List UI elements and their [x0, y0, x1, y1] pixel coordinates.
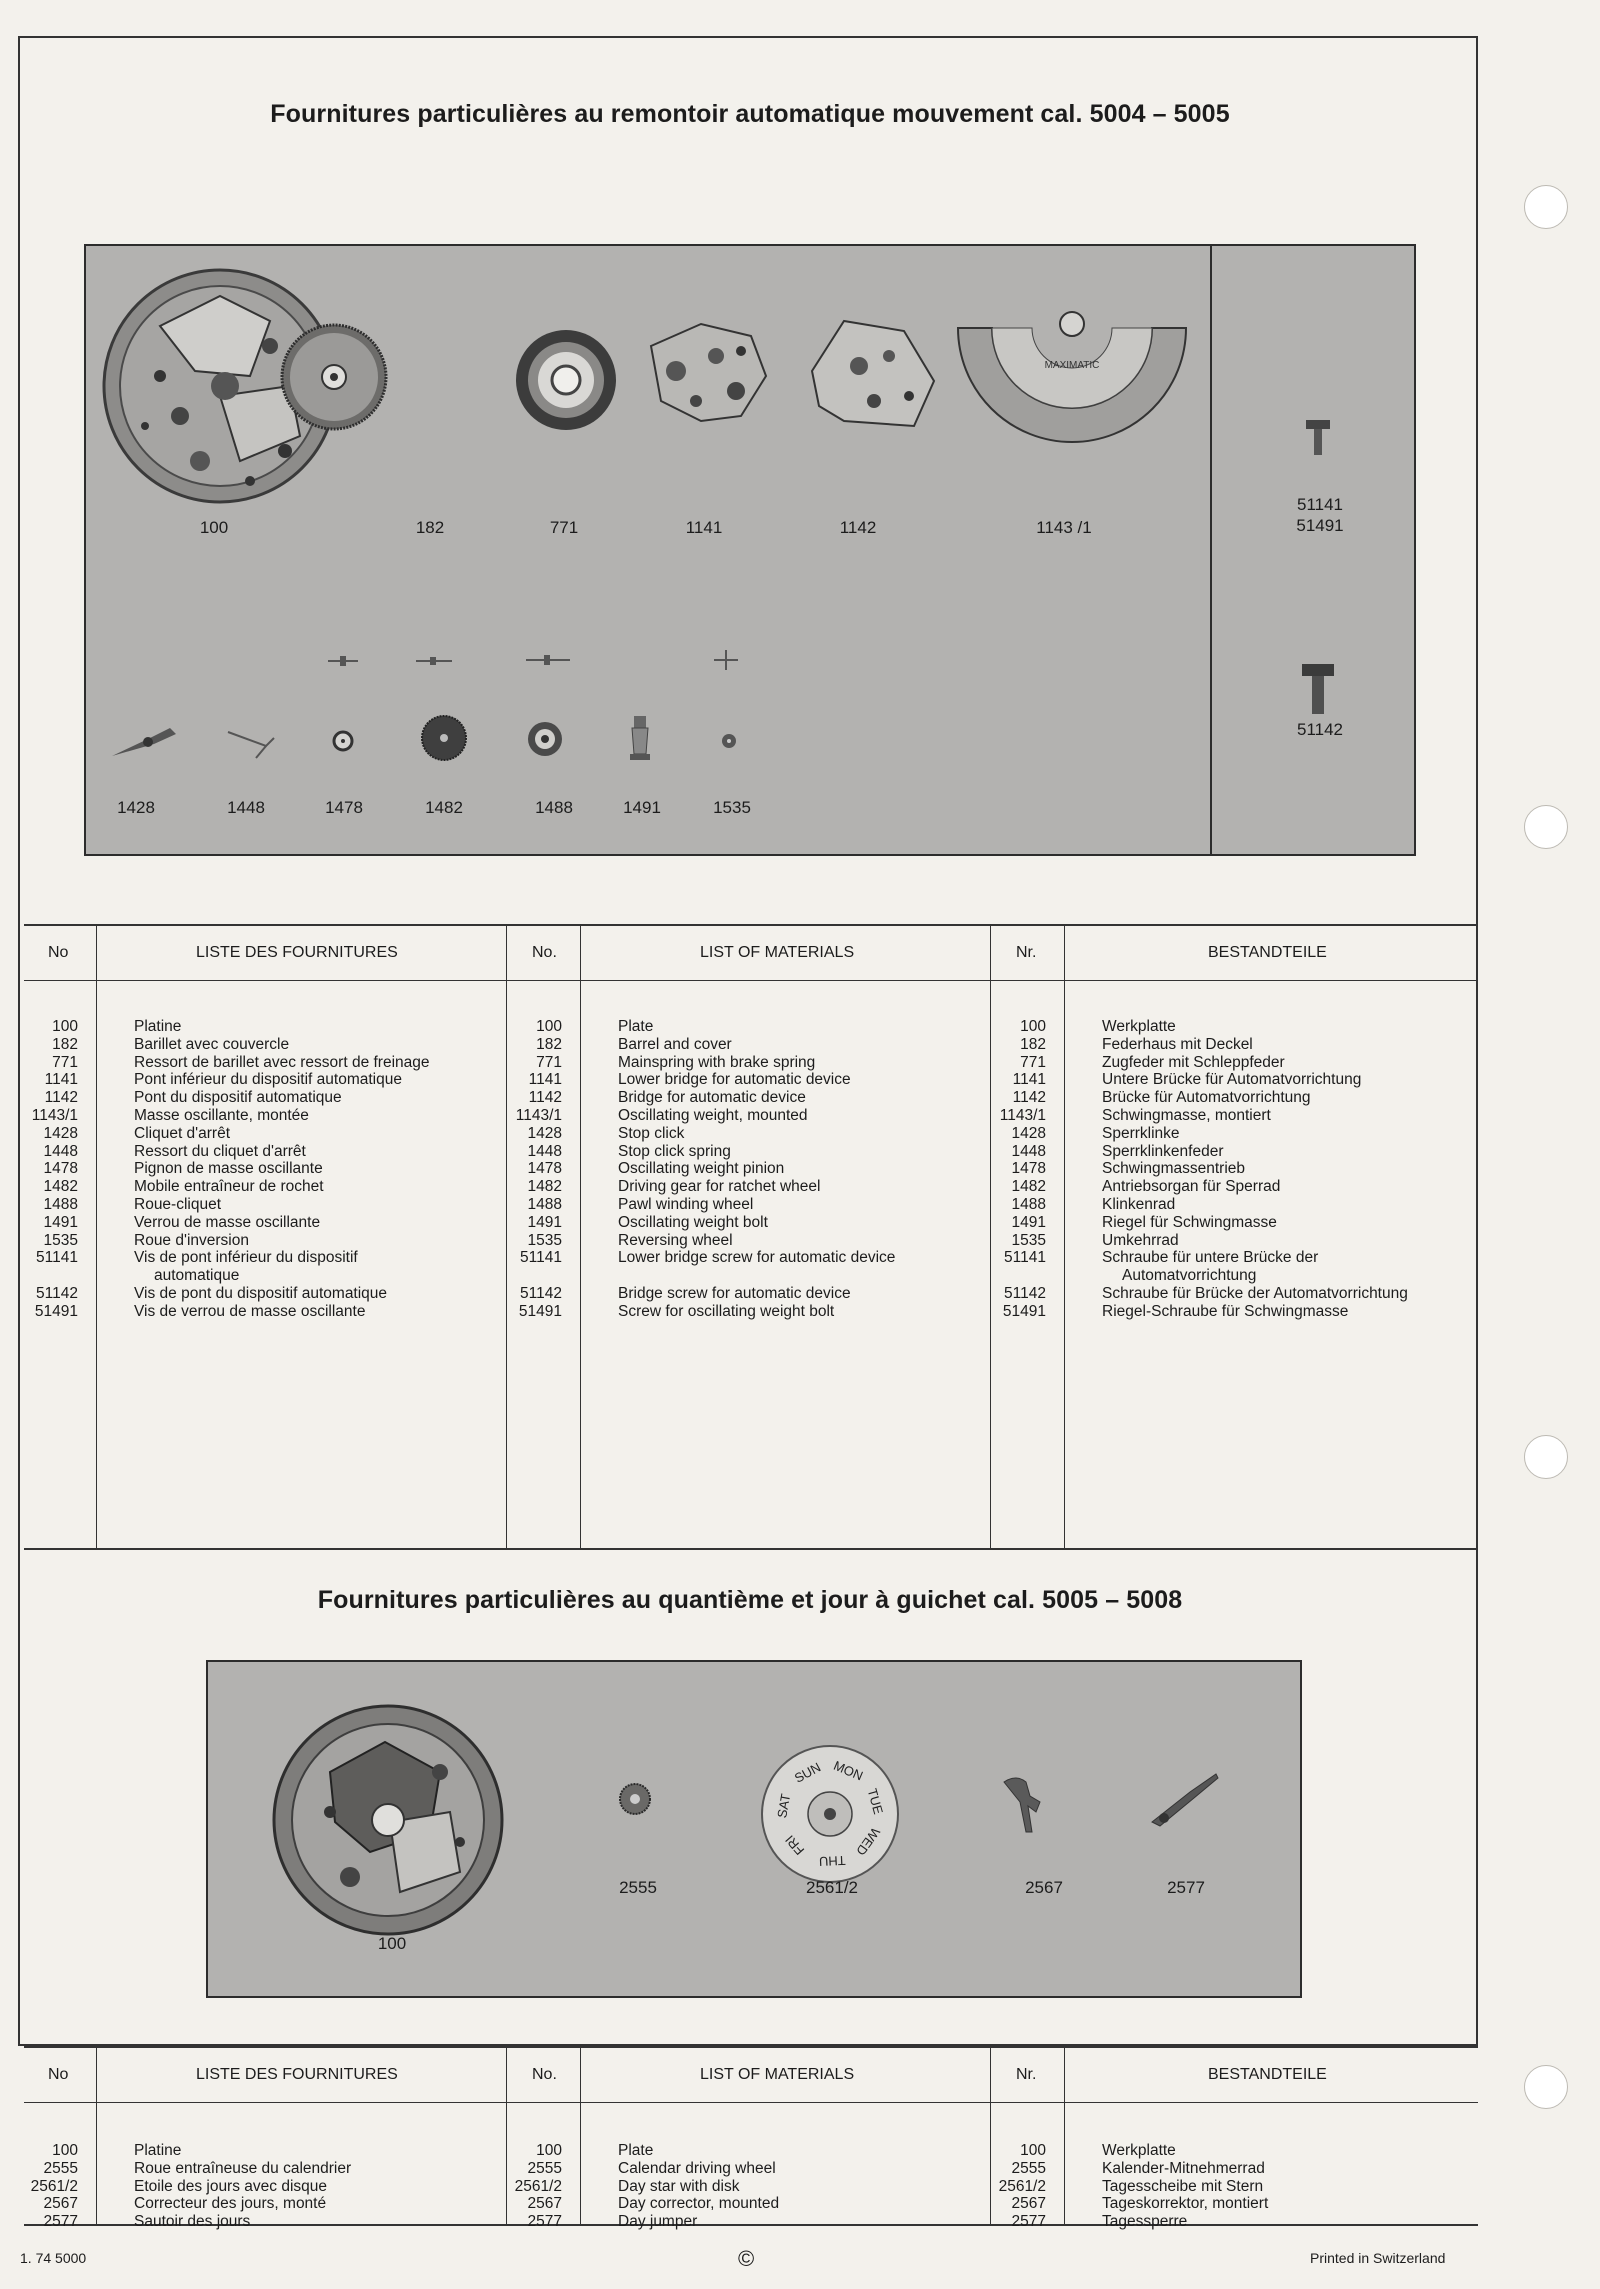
- table-cell: Umkehrrad: [1102, 1231, 1179, 1249]
- col-fr: [134, 1018, 504, 1321]
- day-name-text: FRI: [782, 1832, 808, 1858]
- col-rule: [1064, 2048, 1065, 2224]
- table-cell: 100: [1020, 1018, 1046, 1035]
- table-cell: 2555: [527, 2159, 562, 2177]
- part-day-disk-image: [760, 1744, 900, 1884]
- table-cell: 1482: [527, 1178, 562, 1196]
- table-cell: Vis de pont inférieur du dispositif: [134, 1249, 358, 1267]
- table-header-rule: [24, 2102, 1478, 2103]
- table-cell: 1482: [1011, 1178, 1046, 1196]
- table-cell: Barillet avec couvercle: [134, 1035, 290, 1053]
- part-bridge-image: [804, 311, 944, 436]
- table-cell: Pignon de masse oscillante: [134, 1160, 323, 1178]
- table-cell: 2577: [1011, 2213, 1046, 2231]
- table-cell: [992, 1267, 1046, 1285]
- part-label: 1428: [117, 798, 155, 817]
- table-cell: 1448: [43, 1142, 78, 1160]
- col-en: [618, 1018, 988, 1321]
- table-cell: 182: [1020, 1035, 1046, 1053]
- day-name-text: TUE: [864, 1786, 887, 1816]
- part-label: 771: [549, 518, 579, 537]
- table-cell: 51142: [520, 1284, 562, 1302]
- table-cell: 1142: [44, 1089, 78, 1107]
- part-label: 1478: [325, 798, 363, 817]
- part-screw-image: [1304, 418, 1332, 458]
- table-cell: Automatvorrichtung: [1122, 1267, 1257, 1285]
- table-cell: Zugfeder mit Schleppfeder: [1102, 1053, 1285, 1071]
- table-cell: 51491: [518, 1302, 562, 1320]
- table-cell: Stop click spring: [618, 1142, 731, 1160]
- section1-title: Fournitures particulières au remontoir automatique mouvement cal. 5004 – 5005: [270, 100, 1230, 128]
- col-numbers-fr: [24, 2142, 78, 2231]
- table-cell: 182: [52, 1035, 78, 1053]
- table-cell: 1143/1: [515, 1106, 562, 1124]
- table-cell: Sperrklinke: [1102, 1124, 1180, 1142]
- part-label: 100: [377, 1934, 407, 1953]
- table-cell: Day jumper: [618, 2213, 698, 2231]
- table-cell: Antriebsorgan für Sperrad: [1102, 1178, 1281, 1196]
- col-rule: [580, 926, 581, 1548]
- table-cell: Driving gear for ratchet wheel: [618, 1178, 821, 1196]
- table-cell: Oscillating weight, mounted: [618, 1106, 808, 1124]
- table-cell: 2577: [527, 2213, 562, 2231]
- table-cell: Day star with disk: [618, 2177, 740, 2195]
- part-label: 2555: [619, 1878, 657, 1897]
- table-cell: Riegel für Schwingmasse: [1102, 1213, 1277, 1231]
- table-cell: 1491: [43, 1213, 78, 1231]
- part-label: 1482: [425, 798, 463, 817]
- rotor-brand-text: MAXIMATIC: [1044, 360, 1100, 371]
- table-cell: Verrou de masse oscillante: [134, 1213, 321, 1231]
- table-cell: 51142: [36, 1284, 78, 1302]
- table-cell: 2567: [43, 2195, 78, 2213]
- table-cell: 1535: [43, 1231, 78, 1249]
- col-rule: [1064, 926, 1065, 1548]
- table-cell: Vis de verrou de masse oscillante: [134, 1302, 366, 1320]
- part-label: 1491: [623, 798, 661, 817]
- table-cell: 1488: [43, 1195, 78, 1213]
- table-cell: Screw for oscillating weight bolt: [618, 1302, 835, 1320]
- part-calendar-wheel-image: [618, 1782, 652, 1816]
- table-cell: Stop click: [618, 1124, 685, 1142]
- part-label: 182: [415, 518, 445, 537]
- table-cell: Oscillating weight pinion: [618, 1160, 785, 1178]
- part-stop-click-image: [110, 726, 180, 760]
- section2-title: Fournitures particulières au quantième et jour à guichet cal. 5005 – 5008: [317, 1586, 1183, 1614]
- part-plate-image: [270, 1702, 506, 1938]
- table-cell: Schraube für Brücke der Automatvorrichtung: [1102, 1284, 1408, 1302]
- part-label: 51141: [1296, 495, 1343, 514]
- header-list-de: BESTANDTEILE: [1208, 944, 1327, 961]
- table-cell: Masse oscillante, montée: [134, 1106, 309, 1124]
- table-cell: Tageskorrektor, montiert: [1102, 2195, 1269, 2213]
- table-cell: Platine: [134, 2142, 182, 2159]
- table-cell: Federhaus mit Deckel: [1102, 1035, 1253, 1053]
- table-cell: 100: [536, 1018, 562, 1035]
- part-label: 1488: [535, 798, 573, 817]
- table-cell: Mainspring with brake spring: [618, 1053, 816, 1071]
- table-cell: [618, 1267, 988, 1285]
- col-en: [618, 2142, 988, 2231]
- table-cell: 1535: [1011, 1231, 1046, 1249]
- col-fr: [134, 2142, 504, 2231]
- col-rule: [96, 2048, 97, 2224]
- table-cell: 1491: [527, 1213, 562, 1231]
- part-label: 2577: [1167, 1878, 1205, 1897]
- table-cell: Schwingmassentrieb: [1102, 1160, 1246, 1178]
- table-cell: 2555: [43, 2159, 78, 2177]
- col-de: [1102, 1018, 1476, 1321]
- table-cell: Ressort de barillet avec ressort de freinage: [134, 1053, 430, 1071]
- table-cell: 1535: [527, 1231, 562, 1249]
- table-cell: Sperrklinkenfeder: [1102, 1142, 1224, 1160]
- table-cell: Pawl winding wheel: [618, 1195, 754, 1213]
- table-cell: Bridge for automatic device: [618, 1089, 806, 1107]
- table-cell: 1448: [527, 1142, 562, 1160]
- part-label: 100: [199, 518, 229, 537]
- table-cell: Day corrector, mounted: [618, 2195, 780, 2213]
- table-cell: 1428: [1011, 1124, 1046, 1142]
- header-no-en: No.: [532, 2066, 557, 2083]
- materials-table-automatic: [24, 924, 1478, 1550]
- table-cell: 100: [536, 2142, 562, 2159]
- header-list-en: LIST OF MATERIALS: [700, 944, 855, 961]
- header-list-de: BESTANDTEILE: [1208, 2066, 1327, 2083]
- header-list-en: LIST OF MATERIALS: [700, 2066, 855, 2083]
- footer-printed: Printed in Switzerland: [1310, 2250, 1446, 2266]
- table-cell: 2577: [43, 2213, 78, 2231]
- table-cell: Brücke für Automatvorrichtung: [1102, 1089, 1311, 1107]
- table-cell: 1428: [43, 1124, 78, 1142]
- col-de: [1102, 2142, 1476, 2231]
- copyright-mark: ©: [738, 2246, 755, 2271]
- table-cell: 1428: [527, 1124, 562, 1142]
- table-cell: Plate: [618, 1018, 654, 1035]
- table-cell: 51491: [1002, 1302, 1046, 1320]
- materials-table-calendar: [24, 2046, 1478, 2231]
- part-label: 2561/2: [806, 1878, 858, 1897]
- table-cell: Barrel and cover: [618, 1035, 732, 1053]
- table-cell: 1482: [43, 1178, 78, 1196]
- table-header-rule: [24, 980, 1478, 981]
- part-pin-image: [416, 656, 452, 666]
- table-cell: Tagessperre: [1102, 2213, 1188, 2231]
- table-cell: Lower bridge for automatic device: [618, 1071, 851, 1089]
- table-cell: Pont du dispositif automatique: [134, 1089, 342, 1107]
- day-name-text: SAT: [774, 1792, 794, 1820]
- col-rule: [990, 926, 991, 1548]
- part-pin-image: [714, 650, 738, 670]
- table-cell: Pont inférieur du dispositif automatique: [134, 1071, 402, 1089]
- table-cell: 2567: [527, 2195, 562, 2213]
- table-cell: [24, 1267, 78, 1285]
- table-cell: Correcteur des jours, monté: [134, 2195, 327, 2213]
- table-cell: 51141: [36, 1249, 78, 1267]
- table-cell: Schraube für untere Brücke der: [1102, 1249, 1319, 1267]
- table-cell: Ressort du cliquet d'arrêt: [134, 1142, 306, 1160]
- table-cell: 2567: [1011, 2195, 1046, 2213]
- table-cell: 2561/2: [514, 2177, 562, 2195]
- header-list-fr: LISTE DES FOURNITURES: [196, 944, 398, 961]
- punch-hole: [1524, 2065, 1568, 2109]
- part-label: 1448: [227, 798, 265, 817]
- table-cell: Sautoir des jours: [134, 2213, 251, 2231]
- table-cell: 1142: [1012, 1089, 1046, 1107]
- header-list-fr: LISTE DES FOURNITURES: [196, 2066, 398, 2083]
- table-cell: 1478: [43, 1160, 78, 1178]
- part-label: 51491: [1296, 516, 1344, 535]
- day-name-text: MON: [831, 1757, 866, 1784]
- col-rule: [506, 2048, 507, 2224]
- parts-photo-automatic: [84, 244, 1416, 856]
- part-rotor-image: [952, 308, 1192, 448]
- part-label: 1141: [685, 518, 723, 537]
- part-driving-gear-image: [420, 714, 468, 762]
- table-cell: Bridge screw for automatic device: [618, 1284, 851, 1302]
- table-cell: 1478: [527, 1160, 562, 1178]
- table-cell: 771: [536, 1053, 562, 1071]
- table-cell: Plate: [618, 2142, 654, 2159]
- day-name-text: WED: [853, 1824, 884, 1859]
- table-cell: Roue-cliquet: [134, 1195, 222, 1213]
- table-cell: 51141: [1004, 1249, 1046, 1267]
- table-cell: 51142: [1004, 1284, 1046, 1302]
- table-cell: Mobile entraîneur de rochet: [134, 1178, 324, 1196]
- table-cell: 2561/2: [30, 2177, 78, 2195]
- part-label: 1535: [713, 798, 751, 817]
- part-day-corrector-image: [1000, 1772, 1044, 1836]
- table-cell: Lower bridge screw for automatic device: [618, 1249, 896, 1267]
- part-barrel-image: [278, 321, 390, 433]
- parts-photo-calendar: [206, 1660, 1302, 1998]
- part-label-stack: [1275, 494, 1365, 536]
- footer-code: 1. 74 5000: [20, 2250, 87, 2266]
- table-cell: Roue entraîneuse du calendrier: [134, 2159, 352, 2177]
- part-pin-image: [526, 654, 570, 666]
- table-cell: 100: [1020, 2142, 1046, 2159]
- table-cell: Werkplatte: [1102, 1018, 1176, 1035]
- header-no-de: Nr.: [1016, 2066, 1037, 2083]
- table-cell: 182: [536, 1035, 562, 1053]
- part-pawl-wheel-image: [526, 720, 564, 758]
- part-label: 2567: [1025, 1878, 1063, 1897]
- table-cell: 771: [1020, 1053, 1046, 1071]
- table-cell: 1488: [527, 1195, 562, 1213]
- header-no-de: Nr.: [1016, 944, 1037, 961]
- table-cell: Tagesscheibe mit Stern: [1102, 2177, 1264, 2195]
- table-cell: 1141: [1012, 1071, 1046, 1089]
- part-screw-image: [1300, 662, 1336, 718]
- table-cell: 1141: [44, 1071, 78, 1089]
- table-cell: 51491: [34, 1302, 78, 1320]
- table-cell: 1491: [1011, 1213, 1046, 1231]
- header-no-fr: No: [48, 2066, 69, 2083]
- col-numbers-en: [508, 2142, 562, 2231]
- col-numbers-de: [992, 2142, 1046, 2231]
- day-name-text: THU: [818, 1852, 846, 1870]
- table-cell: 2561/2: [998, 2177, 1046, 2195]
- table-cell: 1142: [528, 1089, 562, 1107]
- table-cell: automatique: [154, 1267, 240, 1285]
- table-cell: Schwingmasse, montiert: [1102, 1106, 1271, 1124]
- table-cell: 1448: [1011, 1142, 1046, 1160]
- table-cell: 100: [52, 1018, 78, 1035]
- table-cell: Oscillating weight bolt: [618, 1213, 768, 1231]
- punch-hole: [1524, 185, 1568, 229]
- table-cell: 771: [52, 1053, 78, 1071]
- part-bolt-image: [628, 714, 652, 762]
- table-cell: 1143/1: [31, 1106, 78, 1124]
- day-name-text: SUN: [791, 1759, 824, 1786]
- table-cell: Riegel-Schraube für Schwingmasse: [1102, 1302, 1349, 1320]
- punch-hole: [1524, 1435, 1568, 1479]
- part-pin-image: [328, 654, 358, 668]
- table-cell: 51141: [520, 1249, 562, 1267]
- col-numbers-en: [508, 1018, 562, 1321]
- part-label: 1142: [839, 518, 877, 537]
- table-cell: 1141: [528, 1071, 562, 1089]
- part-day-jumper-image: [1150, 1772, 1220, 1828]
- table-cell: [508, 1267, 562, 1285]
- table-cell: Platine: [134, 1018, 182, 1035]
- col-numbers-fr: [24, 1018, 78, 1321]
- part-reversing-wheel-image: [720, 732, 738, 750]
- col-rule: [990, 2048, 991, 2224]
- part-mainspring-image: [512, 326, 620, 434]
- table-cell: Etoile des jours avec disque: [134, 2177, 328, 2195]
- table-cell: Calendar driving wheel: [618, 2159, 776, 2177]
- table-cell: 1143/1: [999, 1106, 1046, 1124]
- part-lower-bridge-image: [641, 316, 776, 431]
- table-cell: Klinkenrad: [1102, 1195, 1176, 1213]
- table-cell: Kalender-Mitnehmerrad: [1102, 2159, 1265, 2177]
- table-cell: Reversing wheel: [618, 1231, 733, 1249]
- table-cell: 2555: [1011, 2159, 1046, 2177]
- table-cell: Roue d'inversion: [134, 1231, 249, 1249]
- col-rule: [580, 2048, 581, 2224]
- col-rule: [96, 926, 97, 1548]
- table-cell: 1478: [1011, 1160, 1046, 1178]
- punch-hole: [1524, 805, 1568, 849]
- table-cell: Vis de pont du dispositif automatique: [134, 1284, 388, 1302]
- table-cell: Untere Brücke für Automatvorrichtung: [1102, 1071, 1362, 1089]
- col-numbers-de: [992, 1018, 1046, 1321]
- col-rule: [506, 926, 507, 1548]
- part-pinion-image: [332, 730, 354, 752]
- part-label: 1143 /1: [1036, 518, 1092, 537]
- table-cell: Werkplatte: [1102, 2142, 1176, 2159]
- header-no-en: No.: [532, 944, 557, 961]
- photo-divider: [1210, 246, 1212, 854]
- table-cell: Cliquet d'arrêt: [134, 1124, 231, 1142]
- part-spring-image: [226, 724, 276, 760]
- part-label: 51142: [1296, 720, 1343, 739]
- table-cell: 1488: [1011, 1195, 1046, 1213]
- table-cell: 100: [52, 2142, 78, 2159]
- header-no-fr: No: [48, 944, 69, 961]
